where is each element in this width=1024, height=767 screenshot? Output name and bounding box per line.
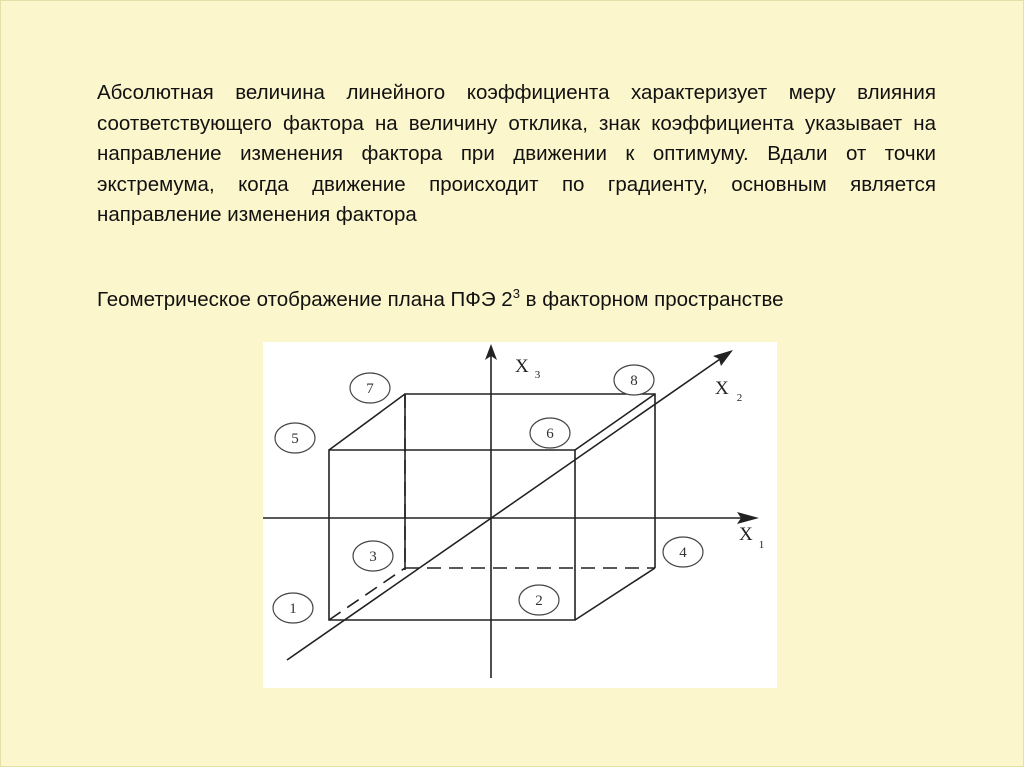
vertex-7-label: 7 — [366, 381, 374, 397]
cube-edge-top-right — [575, 394, 655, 450]
vertex-8-label: 8 — [630, 373, 638, 389]
caption-exponent: 3 — [512, 286, 520, 301]
cube-diagram-svg — [263, 342, 777, 688]
x2-axis — [287, 357, 723, 660]
x2-label: X $_2$ — [715, 378, 743, 404]
x3-label: X $_3$ — [515, 356, 541, 381]
cube-hidden-edge-bottom-left — [329, 568, 405, 620]
caption-tail: в факторном пространстве — [519, 288, 784, 311]
vertex-5-label: 5 — [291, 431, 299, 447]
body-paragraph: Абсолютная величина линейного коэффициента характеризует меру влияния соответствующего фактора на величину отклика, знак коэффициента указывает на направление изменения фактора при движении к оптимуму. Вдали от точки экстремума, когда движение происходит по градиенту, основным является направление изменения фактора — [97, 81, 936, 226]
vertex-3-label: 3 — [369, 549, 377, 565]
cube-diagram — [263, 342, 777, 688]
vertex-6-label: 6 — [546, 426, 554, 442]
vertex-4-label: 4 — [679, 545, 687, 561]
vertex-2-label: 2 — [535, 593, 543, 609]
cube-edge-bottom-right — [575, 568, 655, 620]
x2-arrowhead — [713, 350, 733, 366]
vertex-1-label: 1 — [289, 601, 297, 617]
caption-text: Геометрическое отображение плана ПФЭ 2 — [97, 288, 513, 311]
figure-caption — [97, 286, 997, 314]
x1-label: X $_1$ — [739, 524, 765, 551]
